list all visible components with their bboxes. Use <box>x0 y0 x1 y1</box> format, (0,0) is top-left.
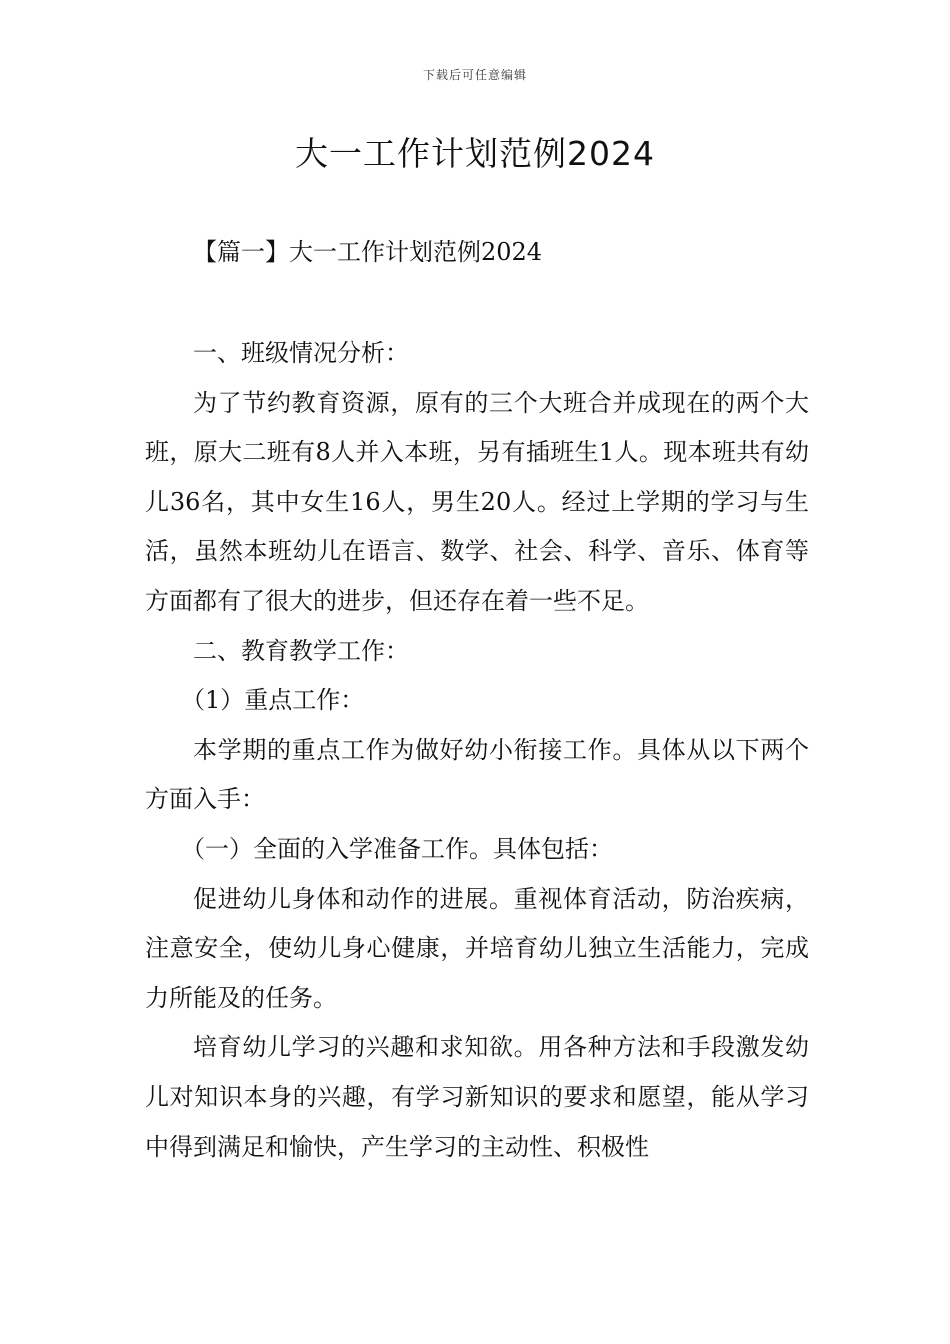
heading-teaching-work: 二、教育教学工作： <box>193 636 409 665</box>
paragraph-physical-development: 促进幼儿身体和动作的进展。重视体育活动，防治疾病，注意安全，使幼儿身心健康，并培育幼儿独立生活能力，完成力所能及的任务。 <box>145 884 809 1012</box>
paragraph-key-work: 本学期的重点工作为做好幼小衔接工作。具体从以下两个方面入手： <box>145 735 809 814</box>
section-heading: 【篇一】大一工作计划范例2024 <box>193 238 543 266</box>
paragraph-class-analysis: 为了节约教育资源，原有的三个大班合并成现在的两个大班，原大二班有8人并入本班，另有插班生1人。现本班共有幼儿36名，其中女生16人，男生20人。经过上学期的学习与生活，虽然本班幼儿在语言、数学、社会、科学、音乐、体育等方面都有了很大的进步，但还存在着一些不足。 <box>145 388 809 615</box>
heading-class-analysis: 一、班级情况分析： <box>193 339 409 367</box>
document-title: 大一工作计划范例2024 <box>295 134 655 173</box>
page-header-note: 下载后可任意编辑 <box>422 68 527 82</box>
paragraph-learning-interest: 培育幼儿学习的兴趣和求知欲。用各种方法和手段激发幼儿对知识本身的兴趣，有学习新知识的要求和愿望，能从学习中得到满足和愉快，产生学习的主动性、积极性 <box>145 1033 809 1161</box>
heading-school-preparation: （一）全面的入学准备工作。具体包括： <box>181 834 613 863</box>
document-body <box>145 329 809 1172</box>
heading-key-work: （1）重点工作： <box>181 686 365 715</box>
